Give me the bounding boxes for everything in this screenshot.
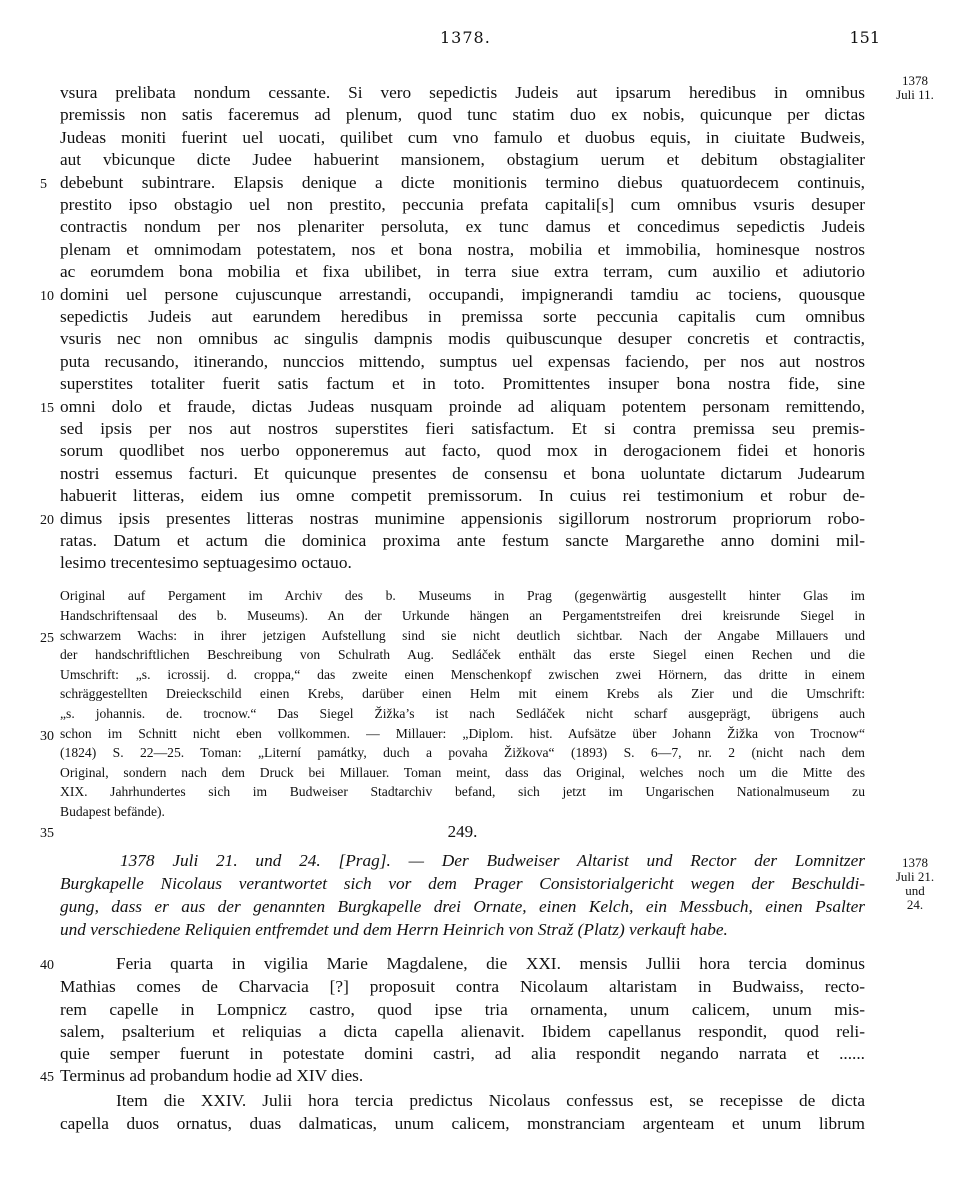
- document-number: 249.: [447, 822, 478, 841]
- line-number: 45: [40, 1070, 54, 1085]
- note-line: Umschrift: „s. icrossij. d. croppa,“ das zweite einen Menschenkopf zwischen zwei Hörnern, das dritte in einem: [60, 667, 865, 682]
- text-line: debebunt subintrare. Elapsis denique a dicte monitionis termino diebus quatuordecem continuis,: [60, 173, 865, 192]
- text-line: ac eorumdem bona mobilia et fixa ubilibet, in terra siue extra terram, cum auxilio et adiutorio: [60, 262, 865, 281]
- text-line: dimus ipsis presentes litteras nostras munimine appensionis sigillorum nostrorum propriorum robo-: [60, 509, 865, 528]
- line-number: 30: [40, 729, 54, 744]
- text-line: nostri essemus facturi. Et quicunque presentes de consensu et bona uoluntate dictarum Judearum: [60, 464, 865, 483]
- text-line: premissis non satis faceremus ad plenum, quod tunc statim duo ex nobis, quicunque per dictas: [60, 105, 865, 124]
- note-line: schwarzem Wachs: in ihrer jetzigen Aufstellung sind sie nicht deutlich sichtbar. Nach der Angabe Millauers und: [60, 628, 865, 643]
- page-number: 151: [849, 28, 880, 47]
- note-line: schräggestellten Dreieckschild einen Krebs, darüber einen Helm mit einem Krebs als Zier und die Umschrift:: [60, 686, 865, 701]
- text-line: prestito ipso obstagio uel non prestito, peccunia prefata capitali[s] cum omnibus vsuris desuper: [60, 195, 865, 214]
- text-line: sepedictis Judeis aut earundem heredibus in premissa sorte peccunia capitalis cum omnibus: [60, 307, 865, 326]
- margin-note-date: Juli 21.: [895, 869, 935, 884]
- margin-note-year: 1378: [902, 855, 928, 870]
- margin-note-date: Juli 11.: [896, 87, 934, 102]
- line-number: 15: [40, 401, 54, 416]
- note-line: Original auf Pergament im Archiv des b. Museums in Prag (gegenwärtig ausgestellt hinter Glas im: [60, 588, 865, 603]
- text-line: Item die XXIV. Julii hora tercia predictus Nicolaus confessus est, se recepisse de dicta: [116, 1091, 865, 1110]
- note-line: schon im Schnitt nicht eben vollkommen. — Millauer: „Diplom. hist. Aufsätze über Johann Žižka von Trocnow“: [60, 726, 865, 741]
- margin-date-note-2: [880, 856, 950, 912]
- margin-date-note-1: [880, 74, 950, 102]
- margin-note-und: und: [905, 883, 925, 898]
- heading-line: gung, dass er aus der genannten Burgkapelle drei Ornate, einen Kelch, ein Messbuch, einen Psalter: [60, 897, 865, 916]
- text-line: Feria quarta in vigilia Marie Magdalene, die XXI. mensis Jullii hora tercia dominus: [116, 954, 865, 973]
- text-line: puta recusando, itinerando, nunccios mittendo, sumptus uel expensas faciendo, per nos aut nostros: [60, 352, 865, 371]
- text-line: aut vbicunque dicte Judee habuerint mansionem, obstagium uerum et debitum obstagialiter: [60, 150, 865, 169]
- heading-line: und verschiedene Reliquien entfremdet und dem Herrn Heinrich von Straž (Platz) verkauft habe.: [60, 920, 728, 939]
- line-number: 25: [40, 631, 54, 646]
- text-line: superstites totaliter fuerit satis factum et in toto. Promittentes insuper bona nostra fide, sine: [60, 374, 865, 393]
- line-number: 40: [40, 958, 54, 973]
- heading-line: Burgkapelle Nicolaus verantwortet sich vor dem Prager Consistorialgericht wegen der Beschuldi-: [60, 874, 865, 893]
- heading-line: 1378 Juli 21. und 24. [Prag]. — Der Budweiser Altarist und Rector der Lomnitzer: [120, 851, 865, 870]
- header-year: 1378.: [440, 28, 491, 47]
- note-line: XIX. Jahrhundertes sich im Budweiser Stadtarchiv befand, sich jetzt im Ungarischen Nationalmuseum zu: [60, 784, 865, 799]
- line-number: 10: [40, 289, 54, 304]
- note-line: (1824) S. 22—25. Toman: „Literní památky, duch a povaha Žižkova“ (1893) S. 6—7, nr. 2 (nicht nach dem: [60, 745, 865, 760]
- text-line: Mathias comes de Charvacia [?] proposuit contra Nicolaum altaristam in Budwaiss, recto-: [60, 977, 865, 996]
- text-line: lesimo trecentesimo septuagesimo octauo.: [60, 553, 352, 572]
- line-number: 5: [40, 177, 47, 192]
- text-line: omni dolo et fraude, dictas Judeas nusquam proinde ad aliquam potentem personam remittendo,: [60, 397, 865, 416]
- text-line: capella duos ornatus, duas dalmaticas, unum calicem, monstranciam argenteam et unum librum: [60, 1114, 865, 1133]
- text-line: salem, psalterium et reliquias a dicta capella alienavit. Ibidem capellanus respondit, quod reli-: [60, 1022, 865, 1041]
- text-line: Judeas moniti fuerint uel uocati, quilibet cum vno famulo et duobus equis, in ciuitate Budweis,: [60, 128, 865, 147]
- note-line: „s. johannis. de. trocnow.“ Das Siegel Žižka’s ist nach Sedláček nicht scharf ausgeprägt, übrigens auch: [60, 706, 865, 721]
- text-line: contractis nondum per nos plenariter persoluta, ex tunc damus et concedimus sepedictis Judeis: [60, 217, 865, 236]
- text-line: ratas. Datum et actum die dominica proxima ante festum sancte Margarethe anno domini mil-: [60, 531, 865, 550]
- text-line: quie semper fuerunt in potestate domini castri, ad alia respondit negando narrata et ......: [60, 1044, 865, 1063]
- margin-note-day: 24.: [906, 897, 924, 912]
- text-line: vsura prelibata nondum cessante. Si vero sepedictis Judeis aut ipsarum heredibus in omnibus: [60, 83, 865, 102]
- text-line: domini uel persone cujuscunque arrestandi, occupandi, impignerandi tamdiu ac tociens, quousque: [60, 285, 865, 304]
- note-line: Handschriftensaal des b. Museums). An der Urkunde hängen an Pergamentstreifen drei kreisrunde Siegel in: [60, 608, 865, 623]
- line-number: 35: [40, 826, 54, 841]
- note-line: Budapest befände).: [60, 804, 165, 819]
- note-line: der handschriftlichen Beschreibung von Schulrath Aug. Sedláček enthält das erste Siegel einen Rechen und die: [60, 647, 865, 662]
- text-line: Terminus ad probandum hodie ad XIV dies.: [60, 1066, 364, 1085]
- text-line: habuerit litteras, eidem ius omne competit premissorum. In cuius rei testimonium et robur de-: [60, 486, 865, 505]
- margin-note-year: 1378: [902, 73, 928, 88]
- text-line: plenam et omnimodam potestatem, nos et bona nostra, mobilia et immobilia, hominesque nostros: [60, 240, 865, 259]
- text-line: sed ipsis per nos aut nostros superstites fieri satisfactum. Et si contra premissa seu premis-: [60, 419, 865, 438]
- text-line: sorum quodlibet nos uerbo opponeremus aut facto, quod mox in derogacionem fidei et honoris: [60, 441, 865, 460]
- line-number: 20: [40, 513, 54, 528]
- running-header: [60, 28, 880, 52]
- note-line: Original, sondern nach dem Druck bei Millauer. Toman meint, dass das Original, welches noch um die Mitte des: [60, 765, 865, 780]
- text-line: rem capelle in Lompnicz castro, quod ipse tria ornamenta, unum calicem, unum mis-: [60, 1000, 865, 1019]
- text-line: vsuris nec non omnibus ac singulis dampnis modis quibuscunque desuper concretis et contractis,: [60, 329, 865, 348]
